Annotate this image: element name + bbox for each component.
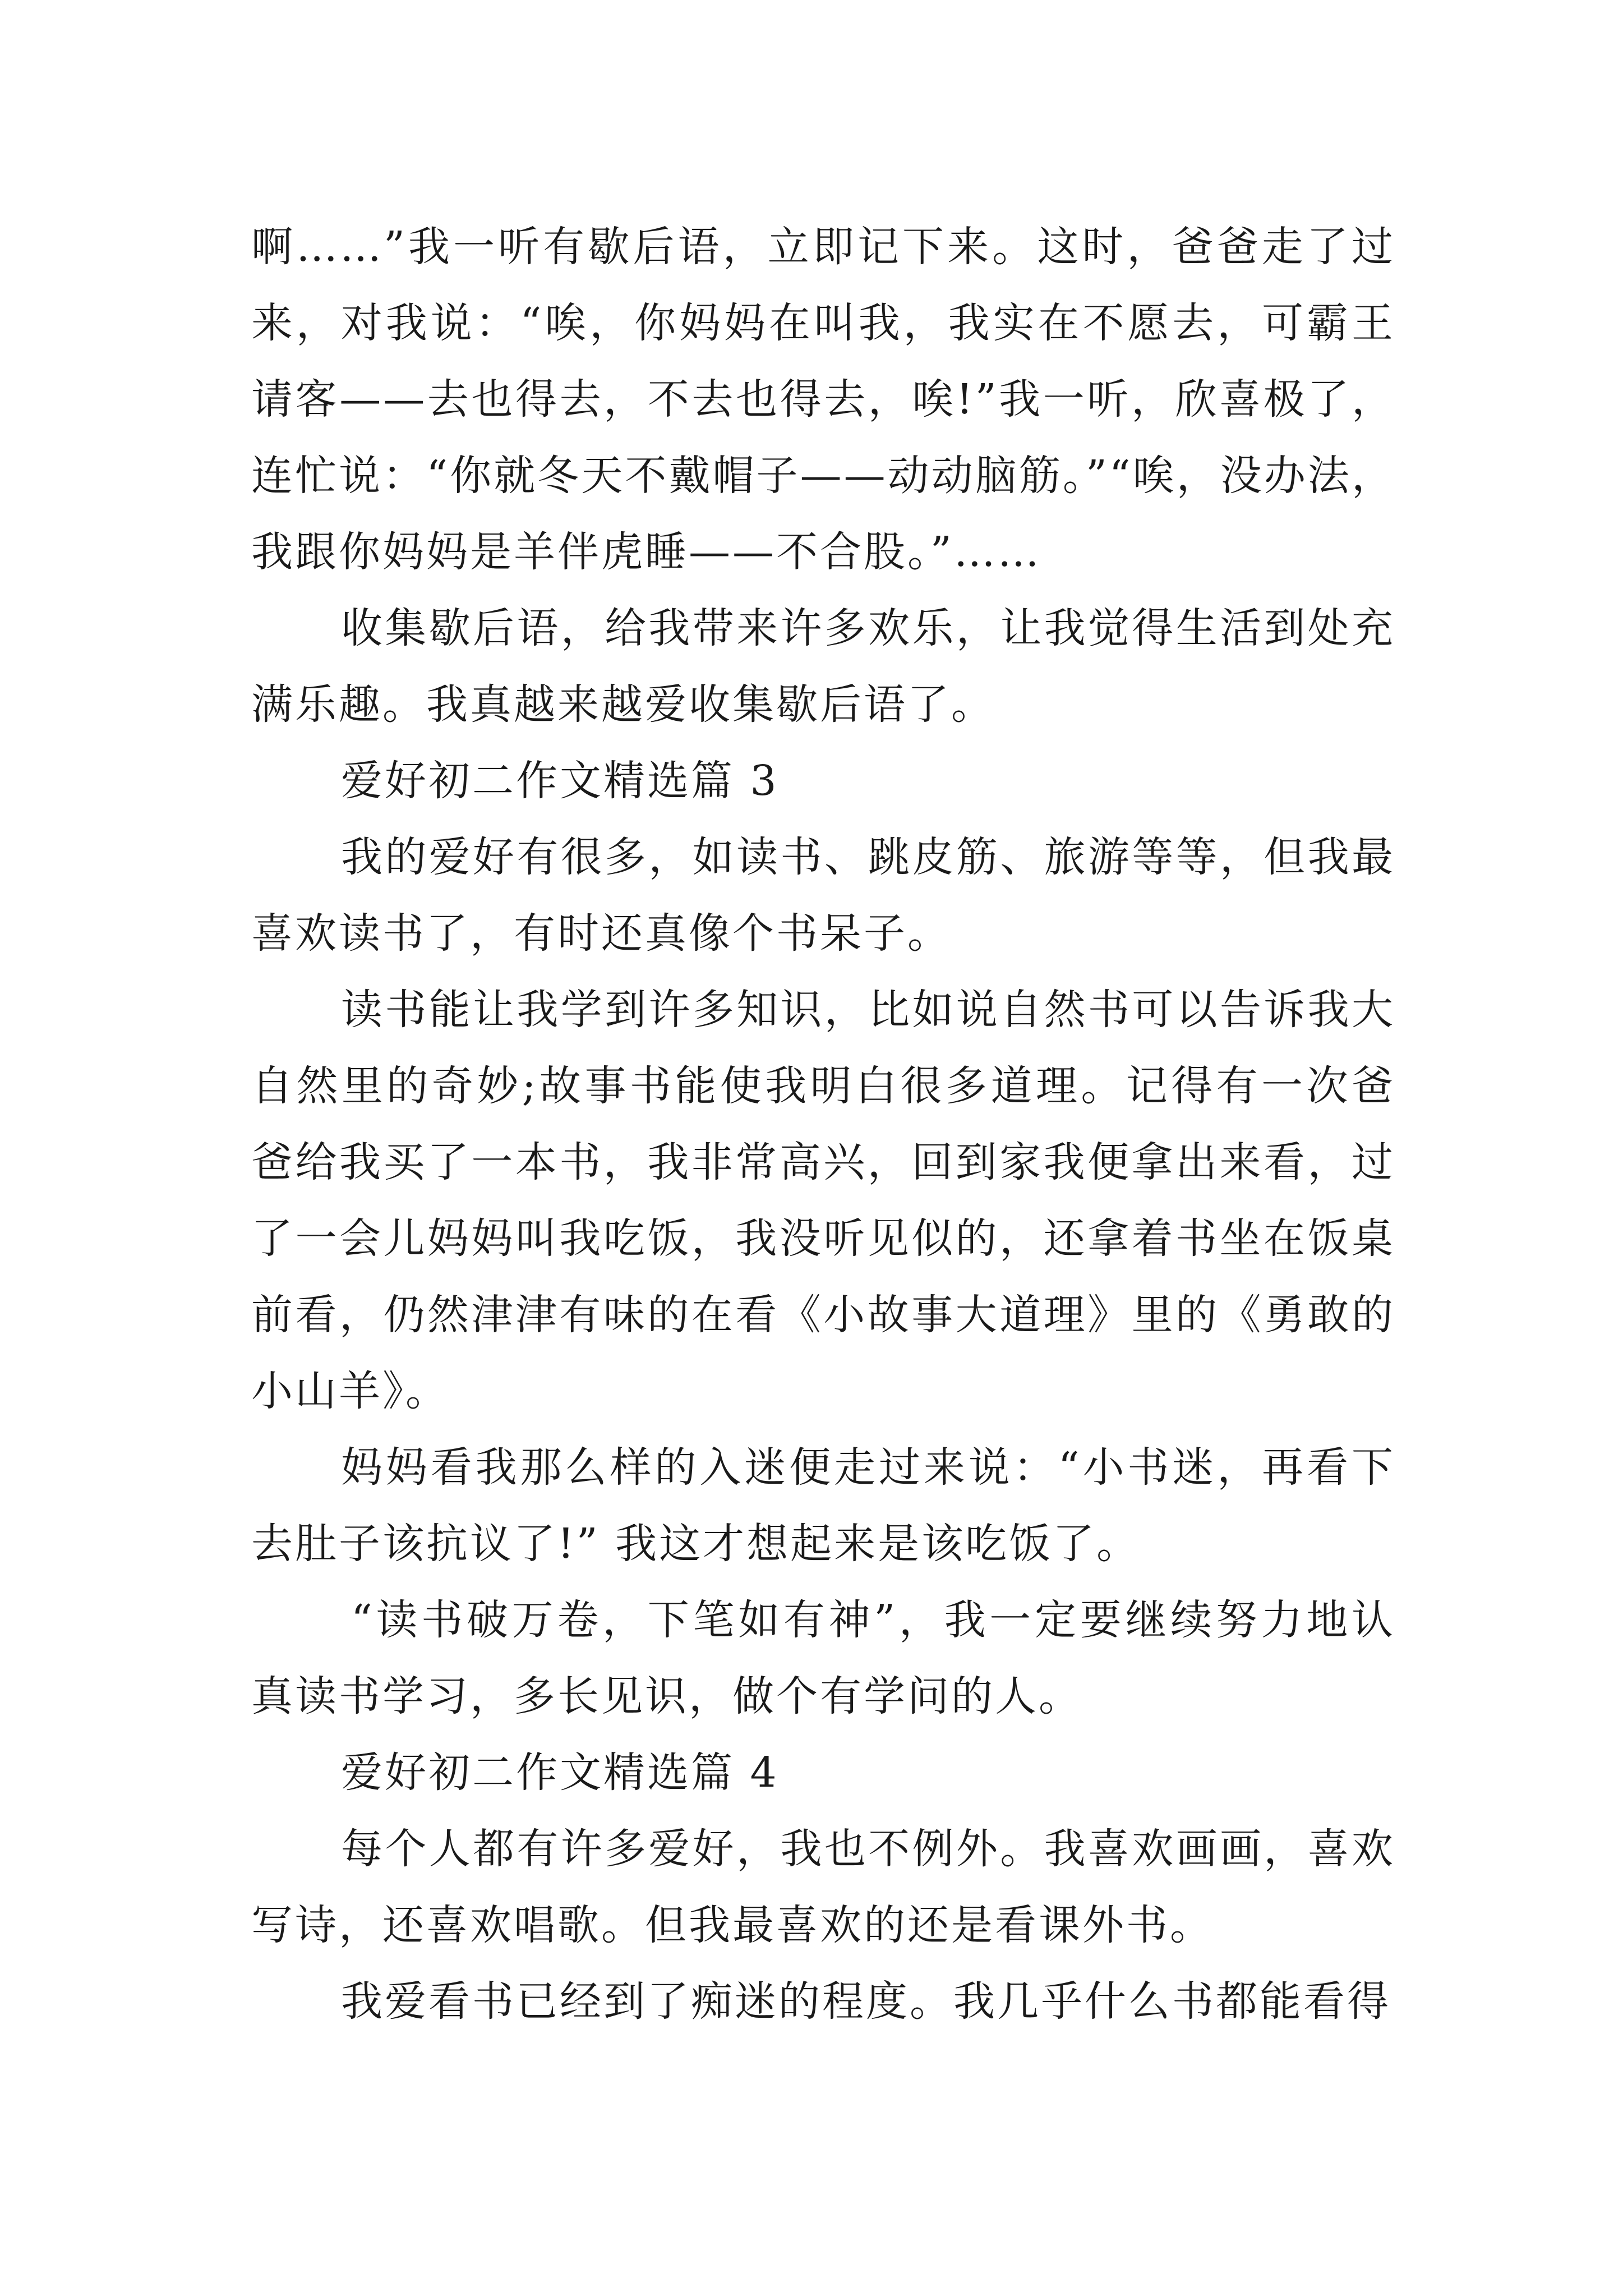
paragraph-hobbies: 我的爱好有很多，如读书、跳皮筋、旅游等等，但我最喜欢读书了，有时还真像个书呆子。 [251, 833, 1395, 958]
section-heading-4: 爱好初二作文精选篇 4 [341, 1749, 779, 1797]
paragraph-reading-story: 读书能让我学到许多知识，比如说自然书可以告诉我大自然里的奇妙;故事书能使我明白很多道理。记得有一次爸爸给我买了一本书，我非常高兴，回到家我便拿出来看，过了一会儿妈妈叫我吃饭，我没听见似的，还拿着书坐在饭桌前看，仍然津津有味的在看《小故事大道理》里的《勇敢的小山羊》。 [251, 986, 1395, 1415]
paragraph-conclusion: 收集歇后语，给我带来许多欢乐，让我觉得生活到处充满乐趣。我真越来越爱收集歇后语了。 [251, 604, 1395, 729]
paragraph-dialogue: 啊……”我一听有歇后语，立即记下来。这时，爸爸走了过来，对我说：“唉，你妈妈在叫我，我实在不愿去，可霸王请客——去也得去，不去也得去，唉!”我一听，欣喜极了，连忙说：“你就冬天不戴帽子——动动脑筋。”“唉，没办法，我跟你妈妈是羊伴虎睡——不合股。”…… [251, 223, 1395, 576]
essay-body [251, 209, 1395, 2040]
section-heading-3: 爱好初二作文精选篇 3 [341, 757, 779, 805]
paragraph-quote: “读书破万卷，下笔如有神”，我一定要继续努力地认真读书学习，多长见识，做个有学问的人。 [251, 1596, 1395, 1720]
paragraph-book-love: 我爱看书已经到了痴迷的程度。我几乎什么书都能看得 [341, 1977, 1391, 2026]
paragraph-mother: 妈妈看我那么样的入迷便走过来说：“小书迷，再看下去肚子该抗议了!” 我这才想起来是该吃饭了。 [251, 1443, 1395, 1568]
paragraph-many-hobbies: 每个人都有许多爱好，我也不例外。我喜欢画画，喜欢写诗，还喜欢唱歌。但我最喜欢的还是看课外书。 [251, 1825, 1395, 1949]
